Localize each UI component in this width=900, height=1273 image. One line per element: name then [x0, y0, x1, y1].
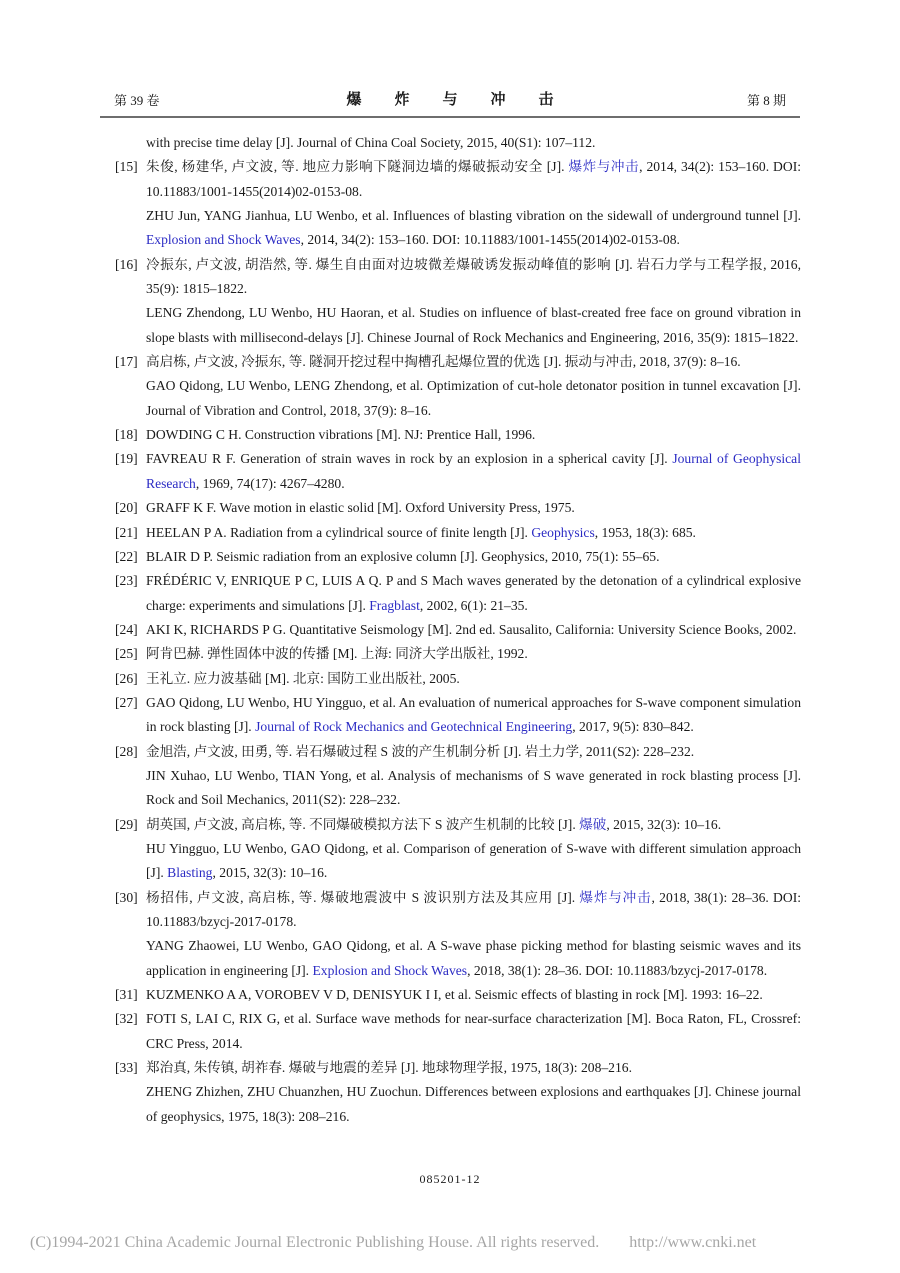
reference-number: [16]	[115, 256, 138, 272]
reference-text: , 2017, 9(5): 830–842.	[572, 719, 694, 735]
reference-text: 金旭浩, 卢文波, 田勇, 等. 岩石爆破过程 S 波的产生机制分析 [J]. 岩土力学, 2011(S2): 228–232.	[146, 743, 695, 759]
reference-number: [27]	[115, 694, 138, 710]
page-number: 085201-12	[419, 1172, 481, 1186]
reference-text: KUZMENKO A A, VOROBEV V D, DENISYUK I I, et al. Seismic effects of blasting in rock [M]. 1993: 16–22.	[146, 987, 763, 1003]
reference-text: , 2015, 32(3): 10–16.	[212, 865, 328, 881]
reference-text: DOWDING C H. Construction vibrations [M]. NJ: Prentice Hall, 1996.	[146, 427, 536, 443]
reference-body	[146, 618, 801, 642]
reference-item	[115, 667, 801, 691]
header-volume: 第 39 卷	[114, 93, 160, 108]
reference-paragraph	[146, 983, 801, 1007]
reference-text: , 2018, 38(1): 28–36. DOI: 10.11883/bzycj-2017-0178.	[146, 889, 801, 929]
reference-number: [22]	[115, 548, 138, 564]
bottom-footer	[30, 1234, 880, 1252]
reference-number: [18]	[115, 427, 138, 443]
references-section	[115, 131, 801, 1129]
reference-paragraph	[146, 837, 801, 886]
reference-number: [20]	[115, 500, 138, 516]
reference-paragraph	[146, 1080, 801, 1129]
reference-item	[115, 691, 801, 740]
journal-link[interactable]: Geophysics	[531, 524, 595, 540]
reference-number: [32]	[115, 1011, 138, 1027]
header-journal-title: 爆炸与冲击	[346, 92, 587, 108]
reference-item	[115, 423, 801, 447]
reference-paragraph	[146, 350, 801, 374]
reference-body	[146, 740, 801, 813]
journal-link[interactable]: 爆破	[579, 816, 607, 832]
reference-text: 朱俊, 杨建华, 卢文波, 等. 地应力影响下隧洞边墙的爆破振动安全 [J].	[146, 159, 569, 175]
reference-item	[115, 1007, 801, 1056]
reference-text: HU Yingguo, LU Wenbo, GAO Qidong, et al. Comparison of generation of S-wave with different simulation approach [J].	[146, 840, 801, 881]
reference-paragraph	[146, 691, 801, 740]
reference-paragraph	[146, 496, 801, 520]
reference-item	[115, 642, 801, 666]
reference-body	[146, 253, 801, 350]
journal-link[interactable]: Journal of Rock Mechanics and Geotechnical Engineering	[255, 719, 573, 735]
reference-text: HEELAN P A. Radiation from a cylindrical source of finite length [J].	[146, 524, 532, 540]
reference-text: JIN Xuhao, LU Wenbo, TIAN Yong, et al. Analysis of mechanisms of S wave generated in rock blasting process [J]. Rock and Soil Mechanics, 2011(S2): 228–232.	[146, 767, 801, 808]
reference-text: 冷振东, 卢文波, 胡浩然, 等. 爆生自由面对边坡微差爆破诱发振动峰值的影响 [J]. 岩石力学与工程学报, 2016, 35(9): 1815–1822.	[146, 256, 801, 297]
reference-item	[115, 740, 801, 813]
reference-item	[115, 569, 801, 618]
reference-number: [21]	[115, 524, 138, 540]
reference-item	[115, 521, 801, 545]
reference-paragraph	[146, 667, 801, 691]
journal-link[interactable]: Explosion and Shock Waves	[146, 232, 301, 248]
reference-number: [15]	[115, 159, 138, 175]
reference-number: [23]	[115, 573, 138, 589]
reference-body	[146, 983, 801, 1007]
reference-paragraph	[146, 642, 801, 666]
reference-paragraph	[146, 374, 801, 423]
reference-paragraph	[146, 423, 801, 447]
reference-paragraph	[146, 253, 801, 302]
reference-text: GAO Qidong, LU Wenbo, LENG Zhendong, et al. Optimization of cut-hole detonator position in tunnel excavation [J]. Journal of Vibration and Control, 2018, 37(9): 8–16.	[146, 378, 801, 418]
reference-body	[146, 545, 801, 569]
reference-number: [29]	[115, 816, 138, 832]
reference-carryover-line: with precise time delay [J]. Journal of China Coal Society, 2015, 40(S1): 107–112.	[146, 135, 596, 150]
journal-link[interactable]: 爆炸与冲击	[579, 889, 652, 905]
reference-text: LENG Zhendong, LU Wenbo, HU Haoran, et al. Studies on influence of blast-created free face on ground vibration in slope blasts with millisecond-delays [J]. Chinese Journal of Rock Mechanics and Engineering, 2016, 35(9): 1815–1822.	[146, 305, 801, 345]
reference-body	[146, 886, 801, 983]
reference-number: [33]	[115, 1060, 138, 1076]
reference-item	[115, 618, 801, 642]
reference-item	[115, 253, 801, 350]
reference-body	[146, 1007, 801, 1056]
reference-item	[115, 496, 801, 520]
reference-number: [31]	[115, 987, 138, 1003]
reference-body	[146, 423, 801, 447]
reference-body	[146, 521, 801, 545]
reference-paragraph	[146, 204, 801, 253]
reference-body	[146, 496, 801, 520]
journal-link[interactable]: 爆炸与冲击	[568, 159, 640, 175]
reference-number: [28]	[115, 743, 138, 759]
reference-item	[115, 545, 801, 569]
reference-body	[146, 447, 801, 496]
reference-text: GRAFF K F. Wave motion in elastic solid [M]. Oxford University Press, 1975.	[146, 500, 575, 516]
reference-number: [19]	[115, 451, 138, 467]
reference-number: [26]	[115, 670, 138, 686]
reference-item	[115, 155, 801, 252]
reference-text: 胡英国, 卢文波, 高启栋, 等. 不同爆破模拟方法下 S 波产生机制的比较 [J].	[146, 816, 580, 832]
reference-paragraph	[146, 569, 801, 618]
reference-text: GAO Qidong, LU Wenbo, HU Yingguo, et al. An evaluation of numerical approaches for S-wave component simulation in rock blasting [J].	[146, 694, 801, 735]
reference-number: [30]	[115, 889, 138, 905]
reference-paragraph	[146, 764, 801, 813]
reference-text: , 2014, 34(2): 153–160. DOI: 10.11883/1001-1455(2014)02-0153-08.	[300, 232, 680, 248]
reference-text: ZHENG Zhizhen, ZHU Chuanzhen, HU Zuochun. Differences between explosions and earthquakes [J]. Chinese journal of geophysics, 1975, 18(3): 208–216.	[146, 1084, 801, 1124]
reference-paragraph	[146, 545, 801, 569]
reference-paragraph	[146, 521, 801, 545]
reference-text: , 2002, 6(1): 21–35.	[419, 597, 528, 613]
header-issue: 第 8 期	[746, 93, 786, 108]
journal-link[interactable]: Journal of Geophysical Research	[146, 451, 801, 491]
reference-list	[115, 155, 801, 1129]
reference-paragraph	[146, 1056, 801, 1080]
reference-text: FAVREAU R F. Generation of strain waves in rock by an explosion in a spherical cavity [J].	[146, 451, 673, 467]
reference-text: FOTI S, LAI C, RIX G, et al. Surface wave methods for near-surface characterization [M]. Boca Raton, FL, Crossref: CRC Press, 2014.	[146, 1011, 801, 1051]
journal-link[interactable]: Fragblast	[369, 597, 420, 613]
reference-paragraph	[146, 886, 801, 935]
reference-text: FRÉDÉRIC V, ENRIQUE P C, LUIS A Q. P and S Mach waves generated by the detonation of a cylindrical explosive charge: experiments and simulations [J].	[146, 573, 801, 613]
footer-url: http://www.cnki.net	[629, 1234, 757, 1251]
reference-body	[146, 667, 801, 691]
reference-text: , 2018, 38(1): 28–36. DOI: 10.11883/bzycj-2017-0178.	[467, 962, 768, 978]
reference-paragraph	[146, 813, 801, 837]
reference-number: [25]	[115, 646, 138, 662]
reference-body	[146, 642, 801, 666]
reference-item	[115, 1056, 801, 1129]
reference-text: ZHU Jun, YANG Jianhua, LU Wenbo, et al. Influences of blasting vibration on the sidewall of underground tunnel [J].	[146, 208, 801, 224]
reference-paragraph	[146, 1007, 801, 1056]
reference-text: AKI K, RICHARDS P G. Quantitative Seismology [M]. 2nd ed. Sausalito, California: University Science Books, 2002.	[146, 621, 797, 637]
running-header	[100, 88, 800, 118]
reference-text: 王礼立. 应力波基础 [M]. 北京: 国防工业出版社, 2005.	[146, 670, 460, 686]
reference-paragraph	[146, 447, 801, 496]
reference-number: [24]	[115, 621, 138, 637]
reference-body	[146, 691, 801, 740]
reference-body	[146, 155, 801, 252]
footer-copyright: (C)1994-2021 China Academic Journal Electronic Publishing House. All rights reserved.	[30, 1234, 600, 1251]
reference-item	[115, 350, 801, 423]
journal-link[interactable]: Explosion and Shock Waves	[312, 962, 468, 978]
reference-body	[146, 1056, 801, 1129]
reference-text: , 1953, 18(3): 685.	[594, 524, 696, 540]
reference-paragraph	[146, 934, 801, 983]
reference-body	[146, 813, 801, 886]
reference-text: , 1969, 74(17): 4267–4280.	[195, 475, 345, 491]
reference-text: , 2014, 34(2): 153–160. DOI: 10.11883/1001-1455(2014)02-0153-08.	[146, 159, 801, 199]
reference-item	[115, 447, 801, 496]
reference-item	[115, 983, 801, 1007]
reference-paragraph	[146, 618, 801, 642]
reference-body	[146, 350, 801, 423]
reference-item	[115, 813, 801, 886]
reference-text: 杨招伟, 卢文波, 高启栋, 等. 爆破地震波中 S 波识别方法及其应用 [J].	[146, 889, 580, 905]
reference-text: , 2015, 32(3): 10–16.	[606, 816, 722, 832]
reference-paragraph	[146, 301, 801, 350]
reference-text: BLAIR D P. Seismic radiation from an explosive column [J]. Geophysics, 2010, 75(1): 55–65.	[146, 548, 660, 564]
reference-paragraph	[146, 740, 801, 764]
reference-item	[115, 886, 801, 983]
reference-text: 高启栋, 卢文波, 冷振东, 等. 隧洞开挖过程中掏槽孔起爆位置的优选 [J]. 振动与冲击, 2018, 37(9): 8–16.	[146, 354, 741, 370]
reference-number: [17]	[115, 354, 138, 370]
reference-body	[146, 569, 801, 618]
reference-paragraph	[146, 155, 801, 204]
reference-text: 郑治真, 朱传镇, 胡祚春. 爆破与地震的差异 [J]. 地球物理学报, 1975, 18(3): 208–216.	[146, 1060, 632, 1076]
journal-link[interactable]: Blasting	[167, 865, 213, 881]
reference-text: 阿肯巴赫. 弹性固体中波的传播 [M]. 上海: 同济大学出版社, 1992.	[146, 646, 528, 662]
reference-text: YANG Zhaowei, LU Wenbo, GAO Qidong, et al. A S-wave phase picking method for blasting seismic waves and its application in engineering [J].	[146, 938, 801, 978]
